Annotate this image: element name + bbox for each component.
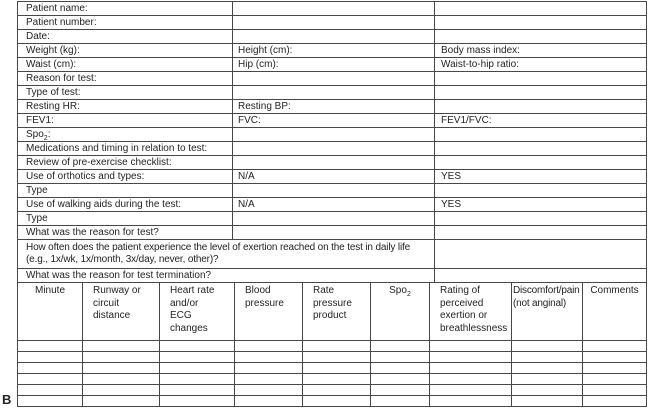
form-row xyxy=(18,16,647,30)
measurement-cell xyxy=(303,396,371,407)
measurement-cell xyxy=(160,352,235,363)
field-value-cell xyxy=(233,86,435,100)
field-value-cell xyxy=(435,72,647,86)
field-label: Hip (cm): xyxy=(233,58,435,72)
measurement-cell xyxy=(371,374,430,385)
field-label: Type xyxy=(18,212,233,226)
field-value-cell xyxy=(233,184,435,198)
field-label: Reason for test: xyxy=(18,72,233,86)
patient-info-form xyxy=(17,1,647,283)
measurement-cell xyxy=(303,341,371,352)
measurement-cell xyxy=(430,352,512,363)
field-label: Use of orthotics and types: xyxy=(18,170,233,184)
measurement-cell xyxy=(583,363,647,374)
form-row xyxy=(18,240,647,269)
form-row xyxy=(18,100,647,114)
field-value-cell xyxy=(435,128,647,142)
field-label: Spo$_2$: xyxy=(18,128,233,142)
field-value-cell xyxy=(233,128,435,142)
form-row xyxy=(18,86,647,100)
measurement-cell xyxy=(18,385,83,396)
field-label: Waist (cm): xyxy=(18,58,233,72)
form-row xyxy=(18,212,647,226)
measurement-cell xyxy=(235,385,303,396)
measurement-cell xyxy=(83,352,160,363)
field-value-cell xyxy=(435,142,647,156)
measurement-cell xyxy=(235,363,303,374)
field-label: Resting BP: xyxy=(233,100,435,114)
field-label: What was the reason for test termination? xyxy=(18,269,435,283)
field-label: How often does the patient experience the level of exertion reached on the test in daily life (e.g., 1x/wk, 1x/month, 3x/day, never, other)? xyxy=(18,240,435,269)
col-header-blood-pressure: Blood pressure xyxy=(235,283,303,341)
measurement-cell xyxy=(583,352,647,363)
subscript: 2 xyxy=(406,291,411,298)
measurement-cell xyxy=(83,374,160,385)
measurement-cell xyxy=(235,374,303,385)
field-label: Body mass index: xyxy=(435,44,647,58)
field-value-cell xyxy=(435,86,647,100)
measurement-cell xyxy=(160,341,235,352)
measurement-cell xyxy=(583,374,647,385)
measurement-rows-body xyxy=(18,283,647,407)
measurement-cell xyxy=(235,341,303,352)
form-row xyxy=(18,184,647,198)
exercise-test-measurements-table xyxy=(17,282,647,407)
field-label: FEV1: xyxy=(18,114,233,128)
field-value-cell xyxy=(233,2,435,16)
col-header-spo2: Spo$_2$ xyxy=(371,283,430,341)
measurement-cell xyxy=(512,352,583,363)
measurements-header-row xyxy=(18,283,647,341)
field-label: FVC: xyxy=(233,114,435,128)
measurement-cell xyxy=(160,396,235,407)
measurement-cell xyxy=(430,374,512,385)
field-label: Weight (kg): xyxy=(18,44,233,58)
field-label: Date: xyxy=(18,30,233,44)
field-value-cell xyxy=(233,30,435,44)
field-label: Type of test: xyxy=(18,86,233,100)
form-row xyxy=(18,30,647,44)
col-header-heart-rate-ecg: Heart rate and/or ECG changes xyxy=(160,283,235,341)
field-value-cell xyxy=(435,16,647,30)
measurement-cell xyxy=(583,341,647,352)
field-label: Medications and timing in relation to test: xyxy=(18,142,233,156)
field-value-cell xyxy=(233,156,435,170)
field-value-cell xyxy=(435,226,647,240)
form-row xyxy=(18,114,647,128)
measurement-cell xyxy=(83,341,160,352)
measurement-row xyxy=(18,396,647,407)
measurement-cell xyxy=(512,363,583,374)
field-value-cell xyxy=(233,16,435,30)
measurement-cell xyxy=(371,396,430,407)
measurement-cell xyxy=(18,363,83,374)
col-header-runway-distance: Runway or circuit distance xyxy=(83,283,160,341)
field-value-cell xyxy=(435,156,647,170)
form-row xyxy=(18,72,647,86)
measurement-cell xyxy=(430,341,512,352)
measurement-cell xyxy=(430,363,512,374)
measurement-cell xyxy=(18,396,83,407)
field-label: Type xyxy=(18,184,233,198)
measurement-row xyxy=(18,374,647,385)
measurement-cell xyxy=(303,363,371,374)
form-row xyxy=(18,170,647,184)
measurement-cell xyxy=(18,352,83,363)
form-row xyxy=(18,44,647,58)
measurement-cell xyxy=(18,374,83,385)
measurement-cell xyxy=(430,396,512,407)
form-row xyxy=(18,142,647,156)
field-value-cell xyxy=(233,226,435,240)
field-value-cell xyxy=(233,142,435,156)
col-header-discomfort-pain: Discomfort/pain (not anginal) xyxy=(512,283,583,341)
measurement-cell xyxy=(371,341,430,352)
subscript: 2 xyxy=(43,134,48,142)
field-option-na: N/A xyxy=(233,198,435,212)
measurement-row xyxy=(18,352,647,363)
field-value-cell xyxy=(435,2,647,16)
col-header-minute: Minute xyxy=(18,283,83,341)
measurement-cell xyxy=(303,352,371,363)
measurement-cell xyxy=(303,385,371,396)
field-value-cell xyxy=(435,30,647,44)
field-label: Review of pre-exercise checklist: xyxy=(18,156,233,170)
field-label: Use of walking aids during the test: xyxy=(18,198,233,212)
measurement-row xyxy=(18,363,647,374)
measurement-cell xyxy=(430,385,512,396)
field-option-na: N/A xyxy=(233,170,435,184)
measurement-cell xyxy=(371,352,430,363)
col-header-comments: Comments xyxy=(583,283,647,341)
field-label: Patient name: xyxy=(18,2,233,16)
col-header-rate-pressure-product: Rate pressure product xyxy=(303,283,371,341)
field-value-cell xyxy=(435,212,647,226)
field-option-yes: YES xyxy=(435,198,647,212)
field-label: FEV1/FVC: xyxy=(435,114,647,128)
measurement-cell xyxy=(512,374,583,385)
measurement-cell xyxy=(83,396,160,407)
form-row xyxy=(18,128,647,142)
measurement-cell xyxy=(160,363,235,374)
field-label: What was the reason for test? xyxy=(18,226,233,240)
measurement-cell xyxy=(371,385,430,396)
measurement-cell xyxy=(371,363,430,374)
form-row xyxy=(18,2,647,16)
measurement-row xyxy=(18,341,647,352)
measurement-cell xyxy=(18,341,83,352)
field-value-cell xyxy=(435,184,647,198)
field-value-cell xyxy=(435,269,647,283)
form-row xyxy=(18,226,647,240)
measurement-cell xyxy=(235,396,303,407)
figure-label: B xyxy=(2,392,12,407)
measurement-cell xyxy=(160,385,235,396)
field-option-yes: YES xyxy=(435,170,647,184)
measurement-cell xyxy=(512,396,583,407)
field-value-cell xyxy=(435,100,647,114)
form-sheet xyxy=(2,1,646,407)
measurement-cell xyxy=(583,385,647,396)
form-row xyxy=(18,58,647,72)
field-value-cell xyxy=(233,212,435,226)
form-row xyxy=(18,198,647,212)
measurement-cell xyxy=(512,385,583,396)
field-value-cell xyxy=(435,240,647,269)
field-label: Resting HR: xyxy=(18,100,233,114)
measurement-cell xyxy=(303,374,371,385)
field-label: Patient number: xyxy=(18,16,233,30)
form-row xyxy=(18,156,647,170)
col-header-perceived-exertion: Rating of perceived exertion or breathlessness xyxy=(430,283,512,341)
field-value-cell xyxy=(233,72,435,86)
measurement-cell xyxy=(512,341,583,352)
field-label: Waist-to-hip ratio: xyxy=(435,58,647,72)
measurement-row xyxy=(18,385,647,396)
measurement-cell xyxy=(83,363,160,374)
measurement-cell xyxy=(83,385,160,396)
measurement-cell xyxy=(160,374,235,385)
measurement-cell xyxy=(583,396,647,407)
field-label: Height (cm): xyxy=(233,44,435,58)
measurement-cell xyxy=(235,352,303,363)
form-row xyxy=(18,269,647,283)
